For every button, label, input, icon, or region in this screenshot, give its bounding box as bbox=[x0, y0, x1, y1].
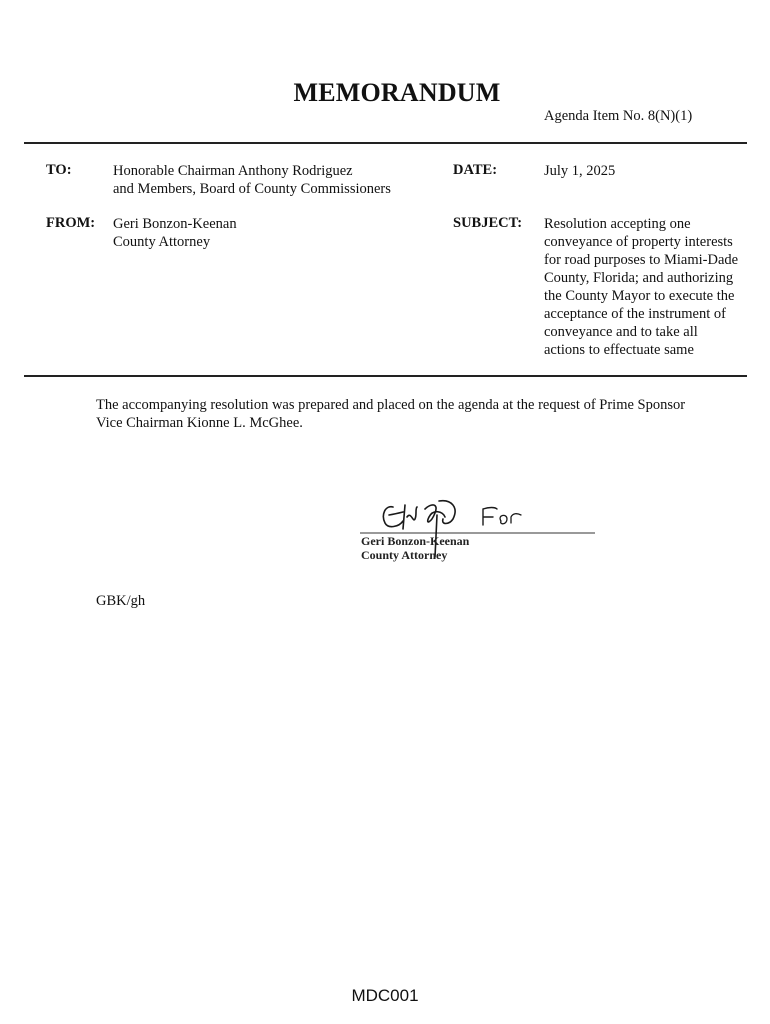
subject-value bbox=[544, 215, 738, 359]
date-value: July 1, 2025 bbox=[544, 163, 616, 179]
memo-body bbox=[96, 396, 685, 432]
subject-line: for road purposes to Miami-Dade bbox=[544, 252, 739, 268]
signature-block bbox=[355, 495, 600, 565]
subject-line: actions to effectuate same bbox=[544, 342, 694, 358]
from-label: FROM: bbox=[46, 215, 96, 231]
subject-line: the County Mayor to execute the bbox=[544, 288, 735, 304]
subject-line: acceptance of the instrument of bbox=[544, 306, 726, 322]
to-label: TO: bbox=[46, 162, 72, 178]
agenda-item-number: Agenda Item No. 8(N)(1) bbox=[544, 108, 693, 124]
from-value bbox=[113, 215, 237, 251]
signatory-name-block bbox=[361, 534, 469, 562]
subject-line: County, Florida; and authorizing bbox=[544, 270, 734, 286]
signatory-title: County Attorney bbox=[361, 548, 448, 562]
subject-line: conveyance of property interests bbox=[544, 234, 733, 250]
from-line: Geri Bonzon-Keenan bbox=[113, 216, 237, 232]
memo-title: MEMORANDUM bbox=[293, 78, 501, 107]
to-value bbox=[113, 162, 391, 198]
initials: GBK/gh bbox=[96, 593, 146, 609]
from-line: County Attorney bbox=[113, 234, 211, 250]
subject-line: Resolution accepting one bbox=[544, 216, 691, 232]
date-label: DATE: bbox=[453, 162, 498, 178]
to-line: Honorable Chairman Anthony Rodriguez bbox=[113, 163, 353, 179]
to-line: and Members, Board of County Commissioners bbox=[113, 181, 391, 197]
bottom-divider bbox=[24, 375, 747, 377]
body-line: Vice Chairman Kionne L. McGhee. bbox=[96, 415, 303, 431]
body-line: The accompanying resolution was prepared and placed on the agenda at the request of Prime Sponsor bbox=[96, 397, 686, 413]
footer-code: MDC001 bbox=[351, 986, 419, 1005]
top-divider bbox=[24, 142, 747, 144]
subject-label: SUBJECT: bbox=[453, 215, 523, 231]
signatory-name: Geri Bonzon-Keenan bbox=[361, 534, 470, 548]
subject-line: conveyance and to take all bbox=[544, 324, 698, 340]
